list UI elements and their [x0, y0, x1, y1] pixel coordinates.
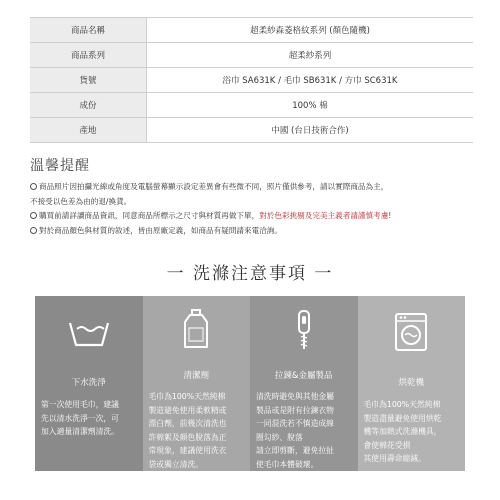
panel-icon-area [250, 296, 358, 362]
wash-basin-icon [68, 315, 110, 349]
spec-label: 產地 [30, 118, 147, 142]
spec-row-material [30, 93, 473, 118]
zipper-icon [292, 307, 316, 351]
spec-value: 超柔紗森菱格紋系列 (顏色隨機) [250, 26, 370, 36]
panel-icon-area [143, 296, 251, 362]
spec-value: 中國 (台日技術合作) [271, 126, 349, 136]
notice-text: 購買前請詳讀商品資訊，同意商品所標示之尺寸與材質再做下單， [39, 211, 260, 220]
spec-value: 浴巾 SA631K / 毛巾 SB631K / 方巾 SC631K [222, 76, 398, 86]
spec-row-name [30, 18, 473, 43]
detergent-bottle-icon [181, 308, 211, 350]
notice-item-continued: 不接受以色差為由的退/換貨。 [30, 196, 132, 206]
wash-panel [250, 296, 358, 471]
spec-row-sku [30, 68, 473, 93]
panel-icon-area [35, 296, 143, 368]
panel-label: 拉鍊&金屬製品 [274, 371, 333, 382]
spec-value: 100% 棉 [292, 101, 328, 111]
panel-text: 清洗時避免與其他金屬 製品或是附有拉鍊衣物 一同混洗若不慎造成線 圈勾紗、脫落 請立即剪斷，避免拉扯 使毛巾本體破壞。 [256, 392, 334, 469]
panel-text: 第一次使用毛巾，建議 先以清水洗淨一次，可 加入適量清潔劑清洗。 [41, 400, 119, 436]
panel-text: 毛巾為100%天然純棉 製造避免使用柔軟精或 漂白劑，前幾次清洗也 許棉絮及顏色脫落為正 常現象，建議使用洗衣 袋或獨立清洗。 [148, 392, 227, 469]
notice-text: 商品照片因拍攝光線或角度及電腦螢幕顯示設定差異會有些微不同，照片僅供參考，請以實際商品為主， [39, 182, 389, 191]
notice-item [30, 224, 480, 239]
wash-panel [143, 296, 251, 471]
panel-icon-area [358, 296, 466, 368]
panel-label: 清潔劑 [183, 371, 209, 382]
wash-panel [35, 296, 143, 471]
wash-panels [35, 296, 465, 471]
spec-value: 超柔紗系列 [288, 51, 332, 61]
bullet-circle-icon [30, 212, 37, 219]
notice-warning-text: 對於色彩挑剔及完美主義者請謹慎考慮! [259, 211, 392, 220]
panel-label: 下水洗淨 [71, 378, 106, 388]
spec-label: 商品系列 [30, 43, 147, 67]
spec-table [30, 17, 473, 143]
wash-heading: 一 洗滌注意事項 一 [166, 264, 334, 284]
panel-text: 毛巾為100%天然純棉 製造盡量避免使用烘乾 機等加熱式洗滌機具， 會使棉花受損 其使用壽命縮減。 [363, 400, 442, 463]
panel-label: 烘乾機 [398, 378, 424, 388]
bullet-circle-icon [30, 227, 37, 234]
notice-title: 溫馨提醒 [30, 158, 90, 174]
notice-item [30, 209, 480, 224]
spec-label: 成份 [30, 93, 147, 117]
spec-row-origin [30, 118, 473, 143]
spec-label: 商品名稱 [30, 18, 147, 42]
washing-machine-icon [394, 312, 428, 352]
bullet-circle-icon [30, 183, 37, 190]
notice-list [30, 180, 480, 238]
spec-row-series [30, 43, 473, 68]
wash-panel [358, 296, 466, 471]
notice-item [30, 180, 480, 195]
notice-text: 對於商品顏色與材質的敘述，皆由原廠定義，如商品有疑問請來電洽詢。 [39, 225, 282, 235]
spec-label: 貨號 [30, 68, 147, 92]
